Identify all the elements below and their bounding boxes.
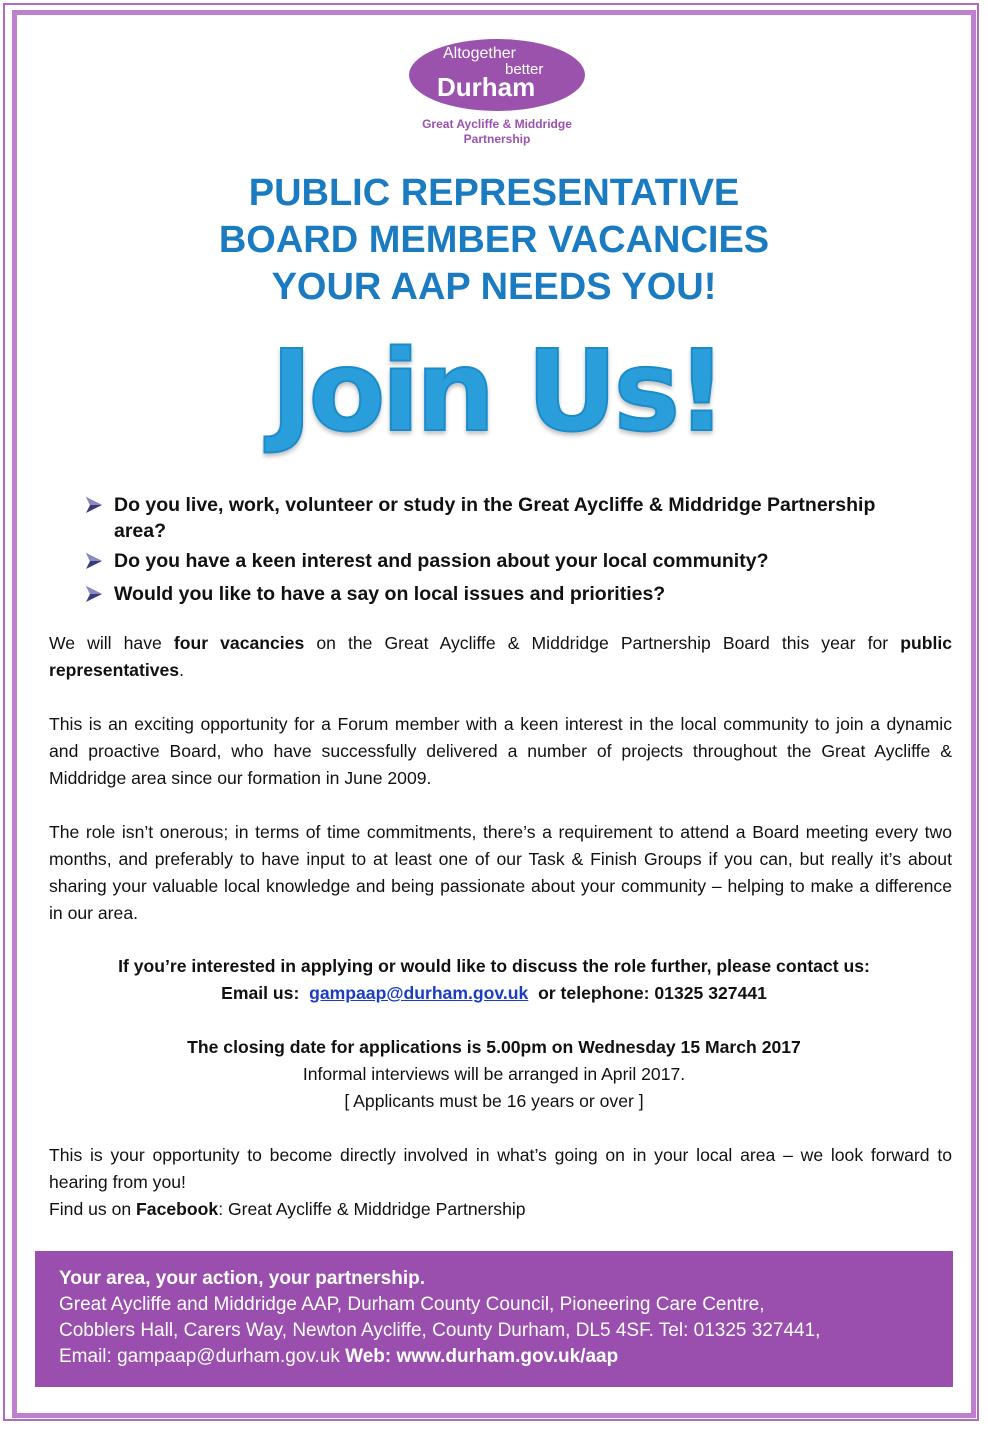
opportunity-paragraph: This is an exciting opportunity for a Forum member with a keen interest in the local community to join a dynamic and proactive Board, who have successfully delivered a number of projects throughout the Great Aycliffe & Middridge area since our formation in June 2009. xyxy=(49,714,952,788)
question-2: Do you have a keen interest and passion about your local community? xyxy=(114,550,769,572)
page-title xyxy=(0,170,988,311)
interview-note: Informal interviews will be arranged in April 2017. xyxy=(302,1064,686,1084)
footer-email: Email: gampaap@durham.gov.uk xyxy=(59,1346,346,1367)
footer-address-line2: Cobblers Hall, Carers Way, Newton Aycliffe, County Durham, DL5 4SF. Tel: 01325 327441, xyxy=(59,1320,821,1341)
facebook-page: : Great Aycliffe & Middridge Partnership xyxy=(218,1199,526,1219)
title-line2: BOARD MEMBER VACANCIES xyxy=(218,219,770,261)
phone-text: or telephone: 01325 327441 xyxy=(538,983,767,1003)
contact-heading: If you’re interested in applying or would like to discuss the role further, please contact us: xyxy=(118,956,870,976)
vacancies-text-e: . xyxy=(179,660,184,680)
closing-date: The closing date for applications is 5.00pm on Wednesday 15 March 2017 xyxy=(187,1037,801,1057)
question-list xyxy=(84,492,884,614)
email-label: Email us: xyxy=(221,983,300,1003)
age-requirement: [ Applicants must be 16 years or over ] xyxy=(344,1091,644,1111)
vacancies-paragraph xyxy=(49,630,952,684)
logo-text-altogether: Altogether xyxy=(443,45,516,62)
facebook-line xyxy=(49,1196,526,1223)
list-item xyxy=(84,492,884,544)
title-line1: PUBLIC REPRESENTATIVE xyxy=(248,172,740,214)
logo-subtitle-line2: Partnership xyxy=(463,132,531,146)
question-1: Do you live, work, volunteer or study in the Great Aycliffe & Middridge Partnership area? xyxy=(114,494,876,542)
title-line3: YOUR AAP NEEDS YOU! xyxy=(271,266,717,308)
logo-text-better: better xyxy=(505,61,544,78)
closing-paragraph: This is your opportunity to become directly involved in what’s going on in your local area – we look forward to hearing from you! xyxy=(49,1145,952,1192)
list-item xyxy=(84,581,884,610)
role-paragraph: The role isn’t onerous; in terms of time commitments, there’s a requirement to attend a Board meeting every two months, and preferably to have input to at least one of our Task & Finish Groups if you can, but really it’s about sharing your valuable local knowledge and being passionate about your community – helping to make a difference in our area. xyxy=(49,822,952,923)
footer-address-line1: Great Aycliffe and Middridge AAP, Durham County Council, Pioneering Care Centre, xyxy=(59,1294,765,1315)
vacancies-role: public representatives xyxy=(49,633,953,680)
facebook-label: Facebook xyxy=(136,1199,219,1219)
email-link[interactable]: gampaap@durham.gov.uk xyxy=(309,983,529,1003)
durham-logo xyxy=(408,39,586,147)
arrow-bullet-icon xyxy=(84,581,114,610)
closing-section xyxy=(0,1034,988,1115)
facebook-prefix: Find us on xyxy=(49,1199,137,1219)
join-us-banner xyxy=(262,320,732,460)
vacancies-count: four vacancies xyxy=(173,633,305,653)
contact-details xyxy=(0,980,988,1007)
footer-contact-line xyxy=(59,1344,953,1370)
arrow-bullet-icon xyxy=(84,492,114,544)
contact-section xyxy=(0,953,988,1007)
vacancies-text-c: on the Great Aycliffe & Middridge Partnership Board this year for xyxy=(304,633,901,653)
question-3: Would you like to have a say on local issues and priorities? xyxy=(114,583,666,605)
logo-text-durham: Durham xyxy=(437,72,536,102)
vacancies-text-a: We will have xyxy=(49,633,174,653)
join-us-text: Join Us! xyxy=(270,327,724,457)
footer-title: Your area, your action, your partnership. xyxy=(59,1268,426,1289)
logo-oval xyxy=(409,39,585,111)
footer-banner xyxy=(35,1251,953,1387)
arrow-bullet-icon xyxy=(84,548,114,577)
list-item xyxy=(84,548,884,577)
footer-web: Web: www.durham.gov.uk/aap xyxy=(345,1346,619,1367)
logo-subtitle-line1: Great Aycliffe & Middridge xyxy=(422,117,572,131)
logo-subtitle xyxy=(408,117,586,147)
